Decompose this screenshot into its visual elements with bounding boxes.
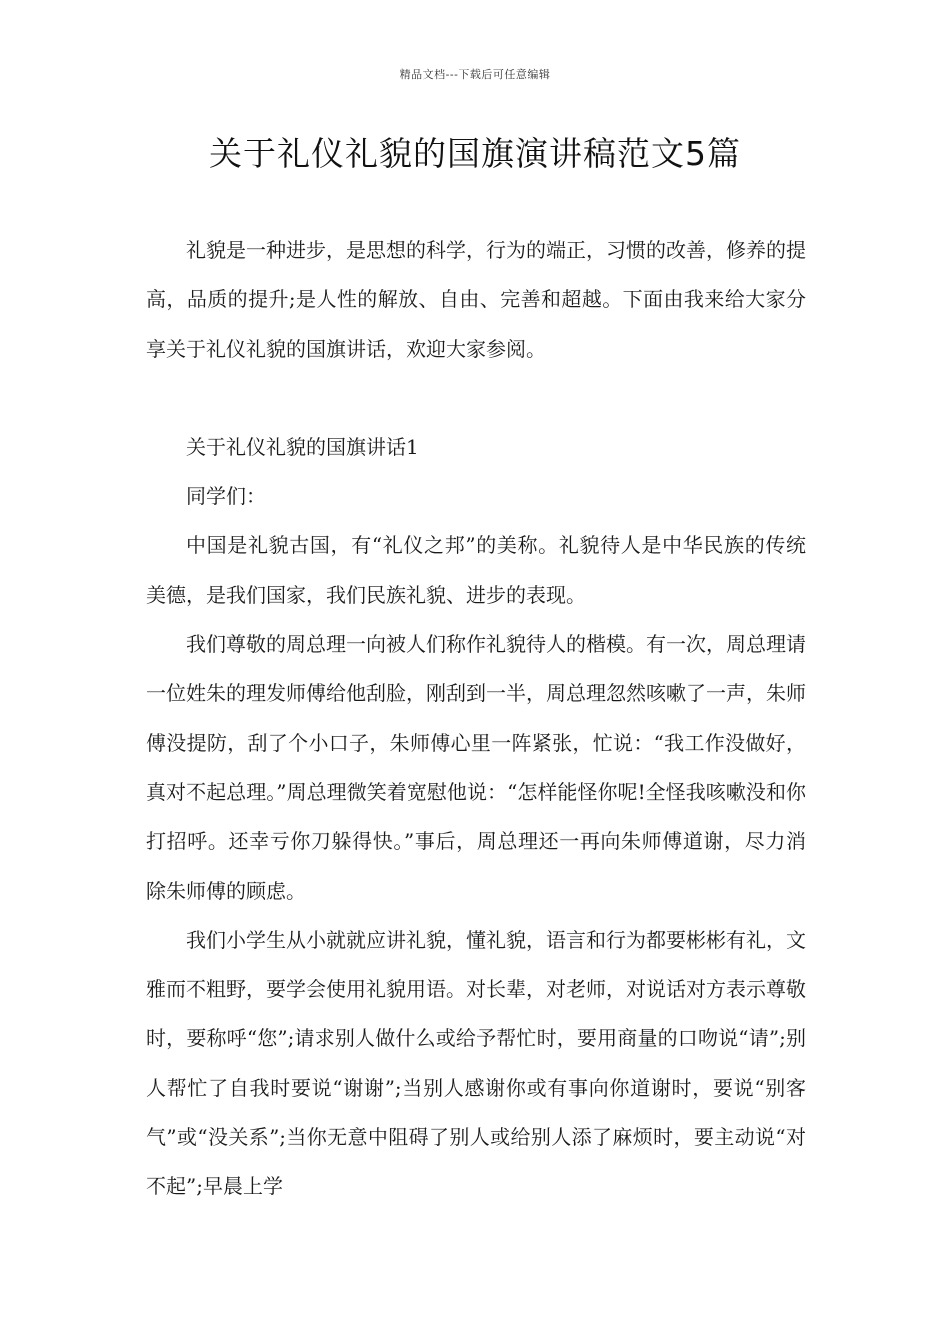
document-title: 关于礼仪礼貌的国旗演讲稿范文5篇 bbox=[209, 134, 741, 173]
intro-paragraph: 礼貌是一种进步，是思想的科学，行为的端正，习惯的改善，修养的提高，品质的提升;是人性的解放、自由、完善和超越。下面由我来给大家分享关于礼仪礼貌的国旗讲话，欢迎大家参阅。 bbox=[146, 238, 806, 361]
document-body bbox=[146, 226, 806, 1212]
body-paragraph: 我们尊敬的周总理一向被人们称作礼貌待人的楷模。有一次，周总理请一位姓朱的理发师傅给他刮脸，刚刮到一半，周总理忽然咳嗽了一声，朱师傅没提防，刮了个小口子，朱师傅心里一阵紧张，忙说：“我工作没做好，真对不起总理。”周总理微笑着宽慰他说：“怎样能怪你呢!全怪我咳嗽没和你打招呼。还幸亏你刀躲得快。”事后，周总理还一再向朱师傅道谢，尽力消除朱师傅的顾虑。 bbox=[146, 632, 806, 903]
salutation: 同学们： bbox=[186, 484, 266, 509]
header-note: 精品文档---下载后可任意编辑 bbox=[399, 68, 551, 81]
body-paragraph: 中国是礼貌古国，有“礼仪之邦”的美称。礼貌待人是中华民族的传统美德，是我们国家，我们民族礼貌、进步的表现。 bbox=[146, 533, 806, 607]
section-heading: 关于礼仪礼貌的国旗讲话1 bbox=[186, 434, 419, 459]
body-paragraph: 我们小学生从小就就应讲礼貌，懂礼貌，语言和行为都要彬彬有礼，文雅而不粗野，要学会使用礼貌用语。对长辈，对老师，对说话对方表示尊敬时，要称呼“您”;请求别人做什么或给予帮忙时，要用商量的口吻说“请”;别人帮忙了自我时要说“谢谢”;当别人感谢你或有事向你道谢时，要说“别客气”或“没关系”;当你无意中阻碍了别人或给别人添了麻烦时，要主动说“对不起”;早晨上学 bbox=[146, 927, 806, 1199]
